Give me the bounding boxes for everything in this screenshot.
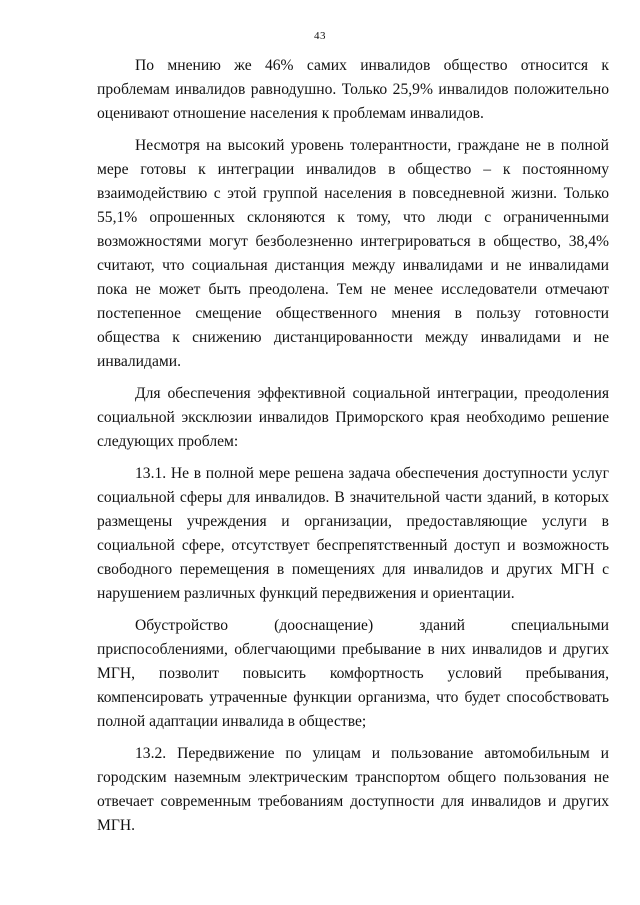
paragraph-building-adaptation: Обустройство (дооснащение) зданий специальными приспособлениями, облегчающими пребывание в них инвалидов и других МГН, позволит повысить комфортность условий пребывания, компенсировать утраченные функции организма, что будет способствовать полной адаптации инвалида в обществе;	[97, 617, 609, 730]
page-number: 43	[314, 30, 326, 42]
paragraph-problems-intro: Для обеспечения эффективной социальной интеграции, преодоления социальной эксклюзии инвалидов Приморского края необходимо решение следующих проблем:	[97, 385, 609, 450]
paragraph-problem-13-1: 13.1. Не в полной мере решена задача обеспечения доступности услуг социальной сферы для инвалидов. В значительной части зданий, в которых размещены учреждения и организации, предоставляющие услуги в социальной сфере, отсутствует беспрепятственный доступ и возможность свободного перемещения в помещениях для инвалидов и других МГН с нарушением различных функций передвижения и ориентации.	[97, 465, 609, 602]
paragraph-tolerance-integration: Несмотря на высокий уровень толерантности, граждане не в полной мере готовы к интеграции инвалидов в общество – к постоянному взаимодействию с этой группой населения в повседневной жизни. Только 55,1% опрошенных склоняются к тому, что люди с ограниченными возможностями могут безболезненно интегрироваться в общество, 38,4% считают, что социальная дистанция между инвалидами и не инвалидами пока не может быть преодолена. Тем не менее исследователи отмечают постепенное смещение общественного мнения в пользу готовности общества к снижению дистанцированности между инвалидами и не инвалидами.	[97, 137, 609, 370]
document-body	[97, 54, 609, 846]
paragraph-problem-13-2: 13.2. Передвижение по улицам и пользование автомобильным и городским наземным электрическим транспортом общего пользования не отвечает современным требованиям доступности для инвалидов и других МГН.	[97, 745, 609, 834]
paragraph-attitude-stats: По мнению же 46% самих инвалидов общество относится к проблемам инвалидов равнодушно. Только 25,9% инвалидов положительно оценивают отношение населения к проблемам инвалидов.	[97, 57, 609, 122]
